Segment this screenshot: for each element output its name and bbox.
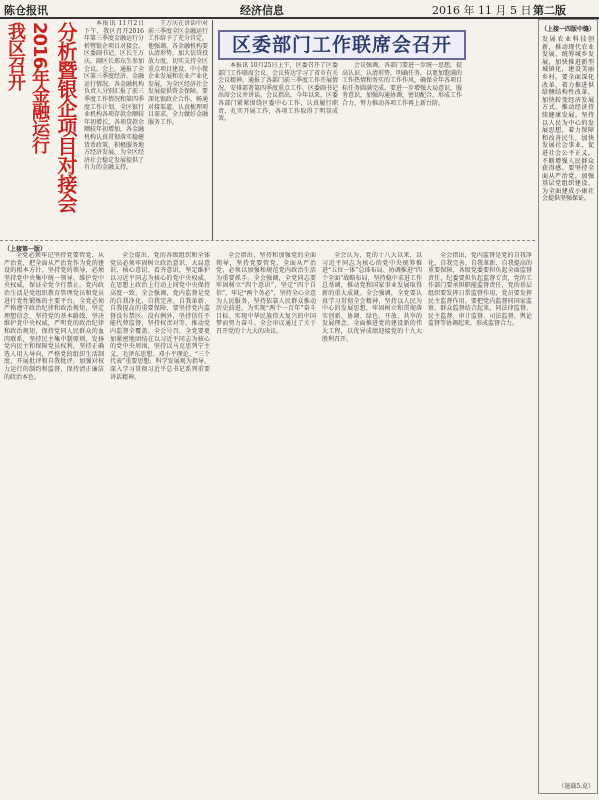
sidebar-continuation: （退载5.克） — [558, 783, 594, 790]
article2-col1 — [218, 62, 338, 240]
header-left: 陈仓报讯 — [4, 4, 48, 17]
header-center: 经济信息 — [240, 4, 284, 17]
article1-col2-text: 王万庆在讲话中对前三季度全区金融运行工作给予了充分肯定，他强调，各金融机构要认清形势，加大信贷投放力度，切实支持全区重点项目建设、中小微企业发展和农业产业化发展，为全区经济社会发展提供资金保障。要深化银政企合作，畅通对接渠道，认真梳理项目需求，全力做好金融服务工作。 — [148, 20, 208, 126]
page-header — [0, 0, 599, 19]
article2-col1-text: 本报讯 10月25日上午，区委召开了区委部门工作联席会议，会议传达学习了省市有关会议精神，通报了各部门前三季度工作开展情况，安排部署第四季度重点工作，区委副书记出席会议并讲话。会议指出，今年以来，区委各部门紧紧围绕区委中心工作，认真履行职责，扎实开展工作，各项工作取得了明显成效。 — [218, 62, 338, 123]
header-edition: 第二版 — [533, 4, 566, 17]
sidebar-title: （上接一四版中缝） — [540, 26, 595, 33]
article3-col5-text: 全会指出，党内监督是党的自我净化、自我完善、自我革新、自我提高的重要保障，各级党委要担负起全面监督责任，纪委要担负起监督专责，党的工作部门要承担职能监督责任，党的基层组织要发挥日常监督作用，党员要发挥民主监督作用。要把党内监督同国家监察、群众监督结合起来，同法律监督、民主监督、审计监督、司法监督、舆论监督等协调起来，形成监督合力。 — [428, 252, 532, 328]
section-divider — [0, 240, 535, 241]
article1-title-line3: 分析暨银企项目对接会 — [54, 22, 78, 212]
article3-col4-text: 全会认为，党的十八大以来，以习近平同志为核心的党中央统筹推进“五位一体”总体布局、协调推进“四个全面”战略布局，坚持稳中求进工作总基调，推动党和国家事业发展取得新的重大成就。全会强调，全党要认真学习贯彻全会精神，坚持以人民为中心的发展思想，牢固树立和贯彻落实创新、协调、绿色、开放、共享的发展理念，全面推进党的建设新的伟大工程，以优异成绩迎接党的十九大胜利召开。 — [322, 252, 422, 343]
article1-col2 — [148, 20, 208, 240]
article2-col2 — [342, 62, 462, 240]
article3-col2 — [110, 252, 210, 794]
article3-col1 — [4, 252, 104, 794]
article1-title-2 — [26, 22, 52, 153]
column-divider — [212, 20, 213, 240]
article3-col5 — [428, 252, 532, 794]
article3-col3-text: 全会指出，坚持和加强党的全面领导，坚持党要管党、全面从严治党，必须以加强和规范党内政治生活为重要抓手。全会强调，全党同志要牢固树立“四个意识”，坚定“四个自信”，牢记“两个务必”，坚持全心全意为人民服务，坚持依靠人民群众推动历史前进，为实现“两个一百年”奋斗目标、实现中华民族伟大复兴的中国梦而努力奋斗。全会审议通过了关于召开党的十九大的决议。 — [216, 252, 316, 335]
article1-title-line2: 2016年金融运行 — [29, 22, 50, 154]
article1-title — [2, 22, 28, 90]
article2-title: 区委部门工作联席会召开 — [218, 30, 466, 60]
article1-title-3 — [52, 22, 81, 212]
article3-col4 — [322, 252, 422, 794]
article3-subtitle: （上接第一版） — [4, 246, 47, 253]
article1-col1-text: 本报讯 11月2日下午，我区召开2016年第三季度金融运行分析暨银企项目对接会。区委副书记、区长王万庆，副区长邢东生参加会议。会上，通报了全区第三季度经济、金融运行情况，各金融机构负责人分别汇报了前三季度工作情况和第四季度工作计划，全区银行业机构各项存款余额较年初增长，各项贷款余额较年初增加，各金融机构认真贯彻落实稳健货币政策，积极服务地方经济发展，为全区经济社会稳定发展提供了有力的金融支持。 — [84, 20, 144, 172]
sidebar-body: 发展农业科技创新，推动现代农业发展，统筹城乡发展，加快推进新型城镇化，建设美丽乡村。要全面深化改革，着力推进供给侧结构性改革，加快转变经济发展方式，推动经济持续健康发展。坚持以人民为中心的发展思想，着力保障和改善民生，加快发展社会事业，促进社会公平正义，不断增强人民群众获得感。要坚持全面从严治党，加强基层党组织建设，为全面建成小康社会提供坚强保证。 — [542, 36, 594, 203]
sidebar — [538, 19, 598, 794]
article1-title-line1: 我区召开 — [5, 22, 26, 90]
header-date: 2016 年 11 月 5 日 — [432, 4, 532, 17]
article2-col2-text: 会议强调，各部门要进一步统一思想，提高认识，认清形势，明确任务，以更加饱满的工作热情和务实的工作作风，确保全年各项目标任务圆满完成。要进一步增强大局意识，服务意识，加强沟通协调，密切配合，形成工作合力，努力推动各项工作再上新台阶。 — [342, 62, 462, 107]
article3-col2-text: 全会提出，党的各级组织和全体党员必须牢固树立政治意识、大局意识、核心意识、看齐意识，坚定维护以习近平同志为核心的党中央权威，在思想上政治上行动上同党中央保持高度一致。全会强调，党内监督是党的自我净化、自我完善、自我革新、自我提高的重要保障，要坚持党内监督没有禁区、没有例外，坚持信任不能代替监督，坚持权责对等，推动党内监督全覆盖。全会号召，全党要更加紧密地团结在以习近平同志为核心的党中央周围，坚持以马克思列宁主义、毛泽东思想、邓小平理论、“三个代表”重要思想、科学发展观为指导，深入学习贯彻习近平总书记系列重要讲话精神。 — [110, 252, 210, 381]
article3-col3 — [216, 252, 316, 794]
article3-col1-text: 全党必须牢记坚持党要管党、从严治党，把全面从严治党作为党的建设的根本方针。坚持党的领导，必须坚持党中央集中统一领导，维护党中央权威，保证全党令行禁止。党内政治生活是党组织教育管理党员和党员进行党性锻炼的主要平台，全党必须严格遵守政治纪律和政治规矩，坚定理想信念，坚持党的基本路线，坚决维护党中央权威，严明党的政治纪律和政治规矩，保持党同人民群众的血肉联系，坚持民主集中制原则，发扬党内民主和保障党员权利，坚持正确选人用人导向，严格党的组织生活制度，开展批评和自我批评，加强对权力运行的制约和监督，保持清正廉洁的政治本色。 — [4, 252, 104, 381]
article1-col1 — [84, 20, 144, 240]
